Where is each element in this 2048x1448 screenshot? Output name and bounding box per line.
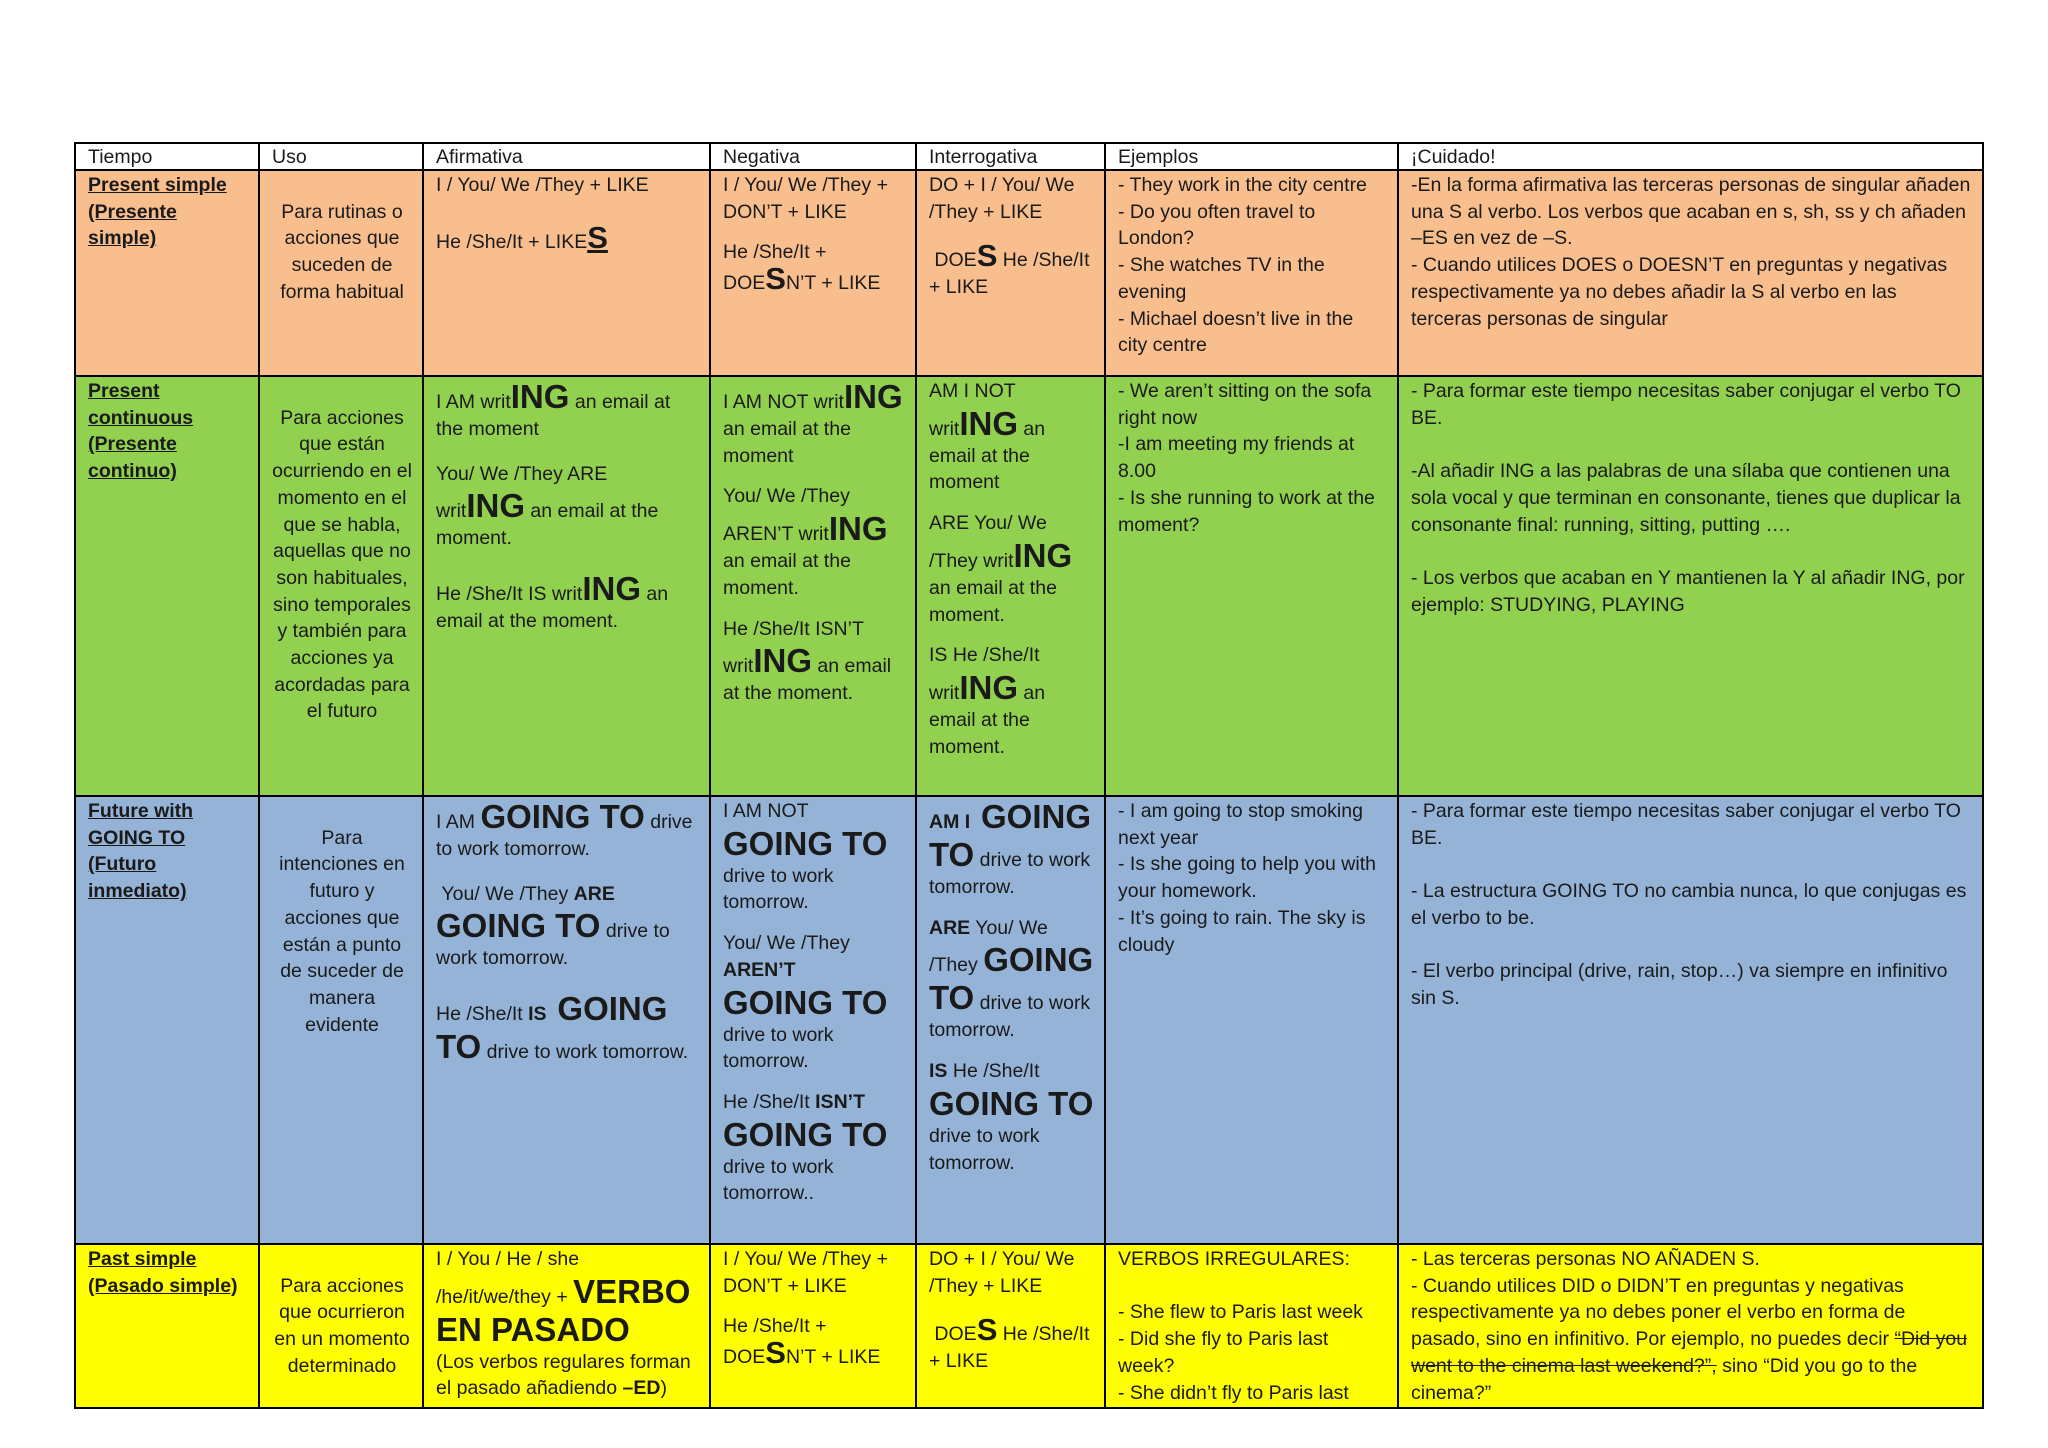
highlight-s: S — [765, 1335, 786, 1371]
negativa-text: an email at the moment — [723, 418, 851, 467]
verbo-en-pasado: VERBO EN PASADO — [436, 1272, 691, 1348]
afirmativa-present-continuous — [423, 376, 710, 796]
afirmativa-text: drive to work tomorrow. — [436, 811, 693, 860]
interrogativa-line: DO + I / You/ We /They + LIKE — [929, 1248, 1075, 1297]
example-line: - She didn’t fly to Paris last — [1118, 1381, 1349, 1404]
negativa-line: I AM NOT — [723, 800, 809, 822]
caution-note: - Los verbos que acaban en Y mantienen la Y al añadir ING, por ejemplo: STUDYING, PLAYING — [1411, 566, 1965, 616]
interrogativa-text: drive to work tomorrow. — [929, 849, 1091, 898]
tense-name-present-continuous — [75, 376, 259, 796]
afirmativa-text: I AM writ — [436, 391, 511, 413]
row-present-continuous — [75, 376, 1983, 796]
ejemplos-present-simple — [1105, 170, 1398, 376]
afirmativa-text: drive to work tomorrow. — [481, 1041, 689, 1064]
interrogativa-text: an email at the moment — [929, 417, 1046, 494]
caution-note: - La estructura GOING TO no cambia nunca, lo que conjugas es el verbo to be. — [1411, 880, 1967, 929]
highlight-s: S — [976, 1312, 998, 1348]
interrogativa-line — [929, 915, 1094, 1044]
negativa-line — [723, 1089, 905, 1116]
negativa-future-going-to — [710, 796, 916, 1244]
tense-name-future-going-to — [75, 796, 259, 1244]
ing-suffix: ING — [582, 570, 641, 608]
grammar-table — [74, 142, 1984, 1409]
interrogativa-text: ARE You/ We /They writ — [929, 512, 1047, 572]
interrogativa-line: AM I NOT — [929, 380, 1016, 402]
ejemplos-past-simple — [1105, 1244, 1398, 1408]
interrogativa-line — [929, 1058, 1094, 1085]
caution-note: - El verbo principal (drive, rain, stop…) va siempre en infinitivo sin S. — [1411, 960, 1948, 1009]
cuidado-future-going-to — [1398, 796, 1983, 1244]
negativa-text: He /She/It — [723, 1090, 816, 1113]
tense-line: simple) — [88, 227, 157, 250]
header-uso: Uso — [259, 143, 423, 170]
afirmativa-text: (Los verbos regulares forman el pasado añadiendo — [436, 1350, 691, 1400]
afirmativa-line — [436, 570, 699, 635]
interrogativa-line: drive to work tomorrow. — [929, 1124, 1040, 1174]
interrogativa-line — [929, 1312, 1094, 1374]
afirmativa-text: ) — [660, 1377, 667, 1400]
afirmativa-text: I / You / He / she /he/it/we/they + — [436, 1248, 580, 1308]
interrogativa-present-simple — [916, 170, 1105, 376]
going-to-phrase: GOING TO — [723, 1115, 888, 1153]
caution-note: - Cuando utilices DOES o DOESN’T en preguntas y negativas respectivamente ya no debes añadir la S al verbo en las terceras personas de singular — [1411, 254, 1948, 330]
going-to-phrase: GOING TO — [480, 798, 645, 835]
ing-suffix: ING — [959, 668, 1018, 706]
negativa-text: an email at the moment. — [723, 655, 892, 705]
ejemplos-future-going-to — [1105, 796, 1398, 1244]
third-person-s: S — [587, 220, 608, 256]
negativa-line: I / You/ We /They + DON’T + LIKE — [723, 174, 888, 223]
example-line: - She flew to Paris last week — [1118, 1301, 1363, 1324]
interrogativa-text: DOE — [934, 1323, 977, 1346]
afirmativa-text: He /She/It — [436, 1003, 529, 1026]
tense-name-past-simple — [75, 1244, 259, 1408]
going-to-phrase: GOING TO — [929, 1084, 1094, 1122]
interrogativa-line — [929, 238, 1094, 300]
tense-line: continuo) — [88, 460, 177, 483]
afirmativa-line — [436, 990, 699, 1066]
interrogativa-text: He /She/It — [947, 1060, 1040, 1083]
example-line: - They work in the city centre — [1118, 174, 1367, 196]
interrogativa-line — [929, 510, 1094, 628]
interrogativa-text: DOE — [934, 249, 977, 272]
negativa-text: an email at the moment. — [723, 550, 851, 599]
caution-note: - Para formar este tiempo necesitas saber conjugar el verbo TO BE. — [1411, 800, 1961, 849]
caution-note: - Las terceras personas NO AÑADEN S. — [1411, 1248, 1760, 1270]
verb-to-be: IS — [528, 1003, 547, 1026]
afirmativa-text: He /She/It IS writ — [436, 583, 583, 606]
interrogativa-line — [929, 405, 1094, 496]
negativa-text: N’T + LIKE — [785, 272, 881, 295]
negativa-line — [723, 261, 905, 297]
negativa-past-simple — [710, 1244, 916, 1408]
highlight-s: S — [765, 261, 786, 297]
interrogativa-past-simple — [916, 1244, 1105, 1408]
negativa-text: DOE — [723, 272, 766, 295]
cuidado-present-continuous — [1398, 376, 1983, 796]
interrogativa-line — [929, 669, 1094, 760]
going-to-phrase: GOING TO — [436, 990, 668, 1066]
uso-past-simple — [259, 1244, 423, 1408]
afirmativa-line — [436, 1349, 699, 1402]
ed-suffix: –ED — [622, 1377, 661, 1400]
afirmativa-line — [436, 378, 699, 443]
caution-note: -Al añadir ING a las palabras de una sílaba que contienen una sola vocal y que terminan en consonante, tienes que duplicar la consonante final: running, sitting, putting …. — [1411, 460, 1961, 536]
example-line: - Is she going to help you with your homework. — [1118, 853, 1376, 903]
negativa-line: You/ We /They — [723, 485, 850, 508]
interrogativa-line — [929, 798, 1094, 901]
caution-note: - Para formar este tiempo necesitas saber conjugar el verbo TO BE. — [1411, 380, 1961, 429]
example-line: - I am going to stop smoking next year — [1118, 800, 1363, 849]
interrogativa-text: He /She/It + LIKE — [929, 249, 1090, 299]
negativa-line: He /She/It + — [723, 1315, 827, 1338]
negativa-line — [723, 642, 905, 707]
tense-line: (Pasado simple) — [88, 1274, 238, 1297]
going-to-phrase: GOING TO — [929, 798, 1092, 873]
afirmativa-text: an email at the moment. — [436, 583, 669, 633]
caution-note — [1411, 1273, 1972, 1407]
ing-suffix: ING — [1013, 536, 1073, 574]
tense-line: continuous — [88, 406, 194, 429]
ing-suffix: ING — [753, 642, 812, 680]
going-to-phrase: GOING TO — [436, 907, 601, 945]
header-row — [75, 143, 1983, 170]
ejemplos-present-continuous — [1105, 376, 1398, 796]
interrogativa-future-going-to — [916, 796, 1105, 1244]
uso-text: Para acciones que ocurrieron en un momento determinado — [274, 1274, 410, 1377]
interrogativa-text: writ — [929, 417, 960, 440]
tense-line: inmediato) — [88, 880, 187, 903]
negativa-line — [723, 1335, 905, 1371]
tense-line: (Presente — [88, 200, 177, 223]
negativa-line: drive to work tomorrow.. — [723, 1155, 834, 1205]
afirmativa-present-simple — [423, 170, 710, 376]
interrogativa-text: You/ We /They — [929, 916, 1048, 977]
tense-line: Past simple — [88, 1248, 197, 1270]
afirmativa-line — [436, 487, 699, 552]
tense-line: GOING TO — [88, 826, 186, 849]
example-line: - Michael doesn’t live in the city centre — [1118, 307, 1354, 357]
interrogativa-line: IS He /She/It — [929, 644, 1040, 667]
tense-line: Future with — [88, 800, 194, 822]
verb-to-be: ISN’T — [815, 1090, 865, 1113]
header-tiempo: Tiempo — [75, 143, 259, 170]
tense-line: Present — [88, 380, 160, 402]
uso-text: Para intenciones en futuro y acciones que están a punto de suceder de manera evidente — [279, 826, 405, 1036]
negativa-line: drive to work tomorrow. — [723, 864, 834, 914]
interrogativa-text: writ — [929, 681, 960, 704]
verb-to-be: AM I — [929, 811, 971, 833]
header-afirmativa: Afirmativa — [423, 143, 710, 170]
negativa-present-continuous — [710, 376, 916, 796]
ing-suffix: ING — [466, 487, 525, 525]
negativa-line — [723, 510, 905, 601]
example-line: - It’s going to rain. The sky is cloudy — [1118, 906, 1366, 956]
afirmativa-line — [436, 798, 699, 863]
negativa-line: You/ We /They — [723, 932, 850, 955]
negativa-text: writ — [723, 655, 754, 678]
afirmativa-text: You/ We /They — [441, 882, 574, 905]
interrogativa-text: drive to work tomorrow. — [929, 992, 1091, 1042]
negativa-line: He /She/It + — [723, 241, 827, 264]
afirmativa-line: You/ We /They ARE — [436, 462, 608, 485]
verb-to-be: ARE — [573, 882, 615, 905]
interrogativa-text: He /She/It + LIKE — [929, 1323, 1090, 1373]
going-to-phrase: GOING TO — [723, 983, 888, 1021]
header-cuidado: ¡Cuidado! — [1398, 143, 1983, 170]
row-past-simple — [75, 1244, 1983, 1408]
negativa-text: DOE — [723, 1346, 766, 1369]
verb-to-be: AREN’T — [723, 958, 796, 981]
negativa-line: drive to work tomorrow. — [723, 1023, 834, 1073]
interrogativa-line: DO + I / You/ We /They + LIKE — [929, 174, 1075, 223]
interrogativa-present-continuous — [916, 376, 1105, 796]
example-line: - Did she fly to Paris last week? — [1118, 1328, 1329, 1377]
negativa-text: AREN’T writ — [723, 523, 829, 546]
afirmativa-line — [436, 220, 699, 256]
negativa-line — [723, 378, 905, 469]
afirmativa-text: I AM — [436, 811, 476, 833]
verb-to-be: IS — [929, 1060, 948, 1083]
uso-text: Para acciones que están ocurriendo en el momento en el que se habla, aquellas que no son habituales, sino temporales y también para acciones ya acordadas para el futuro — [272, 406, 412, 723]
example-line: - Do you often travel to London? — [1118, 200, 1316, 250]
tense-name-present-simple — [75, 170, 259, 376]
cuidado-present-simple — [1398, 170, 1983, 376]
header-negativa: Negativa — [710, 143, 916, 170]
uso-future-going-to — [259, 796, 423, 1244]
example-line: - We aren’t sitting on the sofa right now — [1118, 380, 1372, 429]
afirmativa-text: drive to work tomorrow. — [436, 920, 670, 970]
example-line: -I am meeting my friends at 8.00 — [1118, 433, 1355, 483]
header-ejemplos: Ejemplos — [1105, 143, 1398, 170]
negativa-text: I AM NOT writ — [723, 391, 844, 413]
going-to-phrase: GOING TO — [929, 941, 1094, 1017]
incorrect-example-strikethrough: “Did you went to the cinema last weekend?”, — [1411, 1328, 1968, 1377]
caution-note: -En la forma afirmativa las terceras personas de singular añaden una S al verbo. Los verbos que acaban en s, sh, ss y ch añaden –ES en vez de –S. — [1411, 174, 1971, 250]
row-present-simple — [75, 170, 1983, 376]
negativa-line: I / You/ We /They + DON’T + LIKE — [723, 1248, 888, 1297]
negativa-line: He /She/It ISN’T — [723, 617, 864, 640]
caution-text: sino “Did you go to the cinema?” — [1411, 1354, 1918, 1404]
afirmativa-future-going-to — [423, 796, 710, 1244]
highlight-s: S — [976, 238, 998, 274]
afirmativa-text: an email at the moment — [436, 391, 671, 440]
negativa-present-simple — [710, 170, 916, 376]
uso-present-continuous — [259, 376, 423, 796]
header-interrogativa: Interrogativa — [916, 143, 1105, 170]
afirmativa-text: He /She/It + LIKE — [436, 231, 588, 254]
ing-suffix: ING — [959, 404, 1018, 442]
ing-suffix: ING — [828, 510, 888, 548]
tense-line: (Presente — [88, 433, 177, 456]
row-future-going-to — [75, 796, 1983, 1244]
example-line: VERBOS IRREGULARES: — [1118, 1248, 1350, 1270]
example-line: - Is she running to work at the moment? — [1118, 486, 1375, 536]
ing-suffix: ING — [510, 378, 570, 415]
afirmativa-text: writ — [436, 500, 467, 523]
ing-suffix: ING — [843, 378, 903, 415]
tense-line: Present simple — [88, 174, 227, 196]
interrogativa-text: an email at the moment. — [929, 681, 1046, 758]
tense-line: (Futuro — [88, 853, 157, 876]
going-to-phrase: GOING TO — [723, 824, 888, 862]
afirmativa-past-simple — [423, 1244, 710, 1408]
negativa-text: N’T + LIKE — [785, 1346, 881, 1369]
afirmativa-line — [436, 881, 699, 908]
cuidado-past-simple — [1398, 1244, 1983, 1408]
uso-present-simple — [259, 170, 423, 376]
caution-text: - Cuando utilices DID o DIDN’T en preguntas y negativas respectivamente ya no debes poner el verbo en forma de pasado, sino en infinitivo. Por ejemplo, no puedes decir — [1411, 1274, 1906, 1351]
interrogativa-text: an email at the moment. — [929, 576, 1057, 626]
afirmativa-line — [436, 907, 699, 972]
afirmativa-line: I / You/ We /They + LIKE — [436, 174, 649, 196]
uso-text: Para rutinas o acciones que suceden de forma habitual — [280, 200, 404, 303]
verb-to-be: ARE — [929, 916, 971, 939]
example-line: - She watches TV in the evening — [1118, 254, 1325, 303]
afirmativa-text: an email at the moment. — [436, 500, 659, 550]
